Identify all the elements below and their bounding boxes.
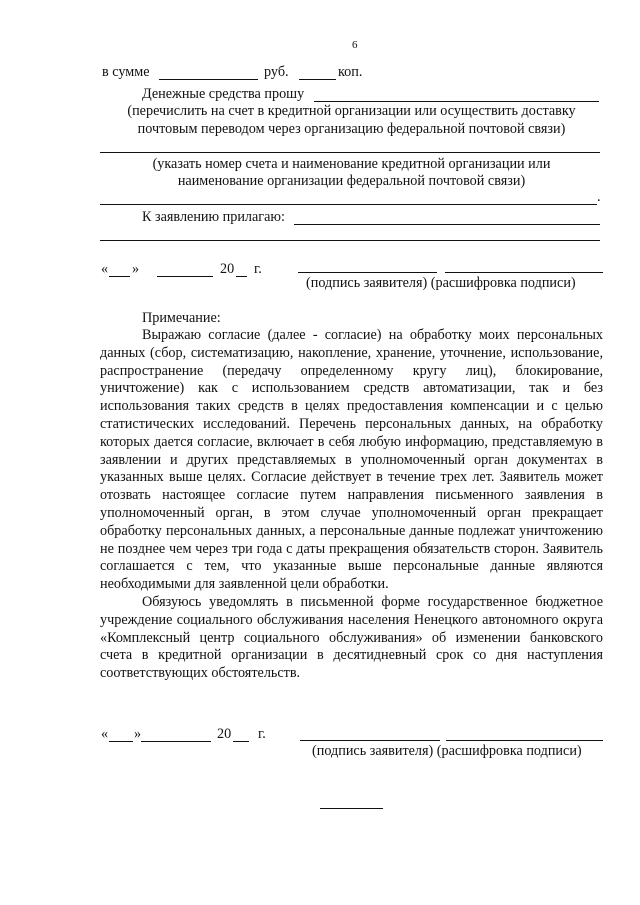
date1-g: г. xyxy=(254,261,262,277)
date2-year-blank[interactable] xyxy=(233,741,249,742)
date2-day-blank[interactable] xyxy=(109,741,133,742)
date2-month-blank[interactable] xyxy=(141,741,211,742)
date1-open-quote: « xyxy=(101,261,109,277)
signature2-decode-blank[interactable] xyxy=(446,740,603,741)
funds-hint-line1: (перечислить на счет в кредитной организации или осуществить доставку xyxy=(127,103,576,119)
note-body xyxy=(100,327,603,683)
end-divider xyxy=(320,808,383,809)
rub-label: руб. xyxy=(264,64,289,80)
signature2-blank[interactable] xyxy=(300,740,440,741)
date1-year-prefix: 20 xyxy=(220,261,235,277)
rub-blank[interactable] xyxy=(159,79,258,80)
date1-close-quote: » xyxy=(132,261,140,277)
funds-label: Денежные средства прошу xyxy=(142,86,305,102)
attachment-blank[interactable] xyxy=(294,224,600,225)
funds-blank[interactable] xyxy=(314,101,599,102)
date2-g: г. xyxy=(258,726,266,742)
funds-hint-line2: почтовым переводом через организацию федеральной почтовой связи) xyxy=(137,121,566,137)
date1-day-blank[interactable] xyxy=(109,276,130,277)
signature1-decode-blank[interactable] xyxy=(445,272,603,273)
notify-paragraph: Обязуюсь уведомлять в письменной форме государственное бюджетное учреждение социального обслуживания населения Ненецкого автономного округа «Комплексный центр социального обслуживания» об изменении банковского счета в кредитной организации в десятидневный срок со дня наступления соответствующих обстоятельств. xyxy=(100,593,603,682)
account-blank[interactable] xyxy=(100,152,600,153)
date2-year-prefix: 20 xyxy=(217,726,232,742)
signature1-caption: (подпись заявителя) (расшифровка подписи) xyxy=(306,275,576,291)
account-hint-line1: (указать номер счета и наименование кредитной организации или xyxy=(152,156,551,172)
account-hint-line2: наименование организации федеральной почтовой связи) xyxy=(177,173,526,189)
attachment-label: К заявлению прилагаю: xyxy=(142,209,285,225)
account-end-dot: . xyxy=(597,189,601,205)
kop-blank[interactable] xyxy=(299,79,336,80)
date2-open-quote: « xyxy=(101,726,109,742)
signature2-caption: (подпись заявителя) (расшифровка подписи) xyxy=(312,743,582,759)
kop-label: коп. xyxy=(338,64,363,80)
note-title: Примечание: xyxy=(142,310,221,326)
attachment-blank-2[interactable] xyxy=(100,240,600,241)
date1-month-blank[interactable] xyxy=(157,276,213,277)
date1-year-blank[interactable] xyxy=(236,276,247,277)
signature1-blank[interactable] xyxy=(298,272,437,273)
amount-label: в сумме xyxy=(102,64,150,80)
account-blank-2[interactable] xyxy=(100,204,597,205)
page-number: 6 xyxy=(352,39,358,51)
consent-paragraph: Выражаю согласие (далее - согласие) на обработку моих персональных данных (сбор, систематизацию, накопление, хранение, уточнение, использование, распространение (передачу определенному кругу лиц), блокирование, уничтожение) как с использованием средств автоматизации, так и без использования таких средств в целях предоставления компенсации и с целью статистических исследований. Перечень персональных данных, на обработку которых дается согласие, включает в себя любую информацию, представляемую в заявлении и других представляемых в уполномоченный орган документах в указанных выше целях. Согласие действует в течение трех лет. Заявитель может отозвать настоящее согласие путем направления письменного заявления в уполномоченный орган, в этом случае уполномоченный орган прекращает обработку персональных данных, а персональные данные подлежат уничтожению не позднее чем через три года с даты прекращения обязательств сторон. Заявитель соглашается с тем, что указанные выше персональные данные являются необходимыми для заявленной цели обработки. xyxy=(100,327,603,593)
date2-close-quote: » xyxy=(134,726,142,742)
